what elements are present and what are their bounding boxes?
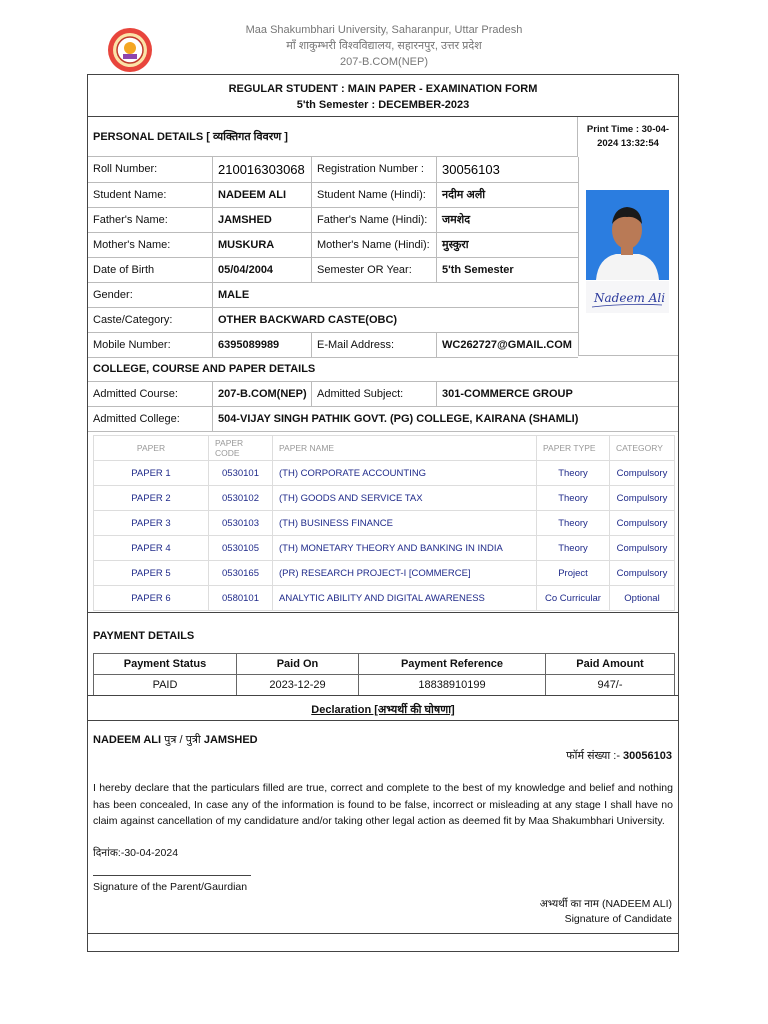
table-row — [94, 511, 675, 536]
semester-label: Semester OR Year: — [312, 258, 437, 282]
category-cell: Optional — [610, 586, 675, 611]
email-label: E-Mail Address: — [312, 333, 437, 357]
paper-name-cell: (TH) CORPORATE ACCOUNTING — [273, 461, 537, 486]
father-name-hindi-value: जमशेद — [442, 214, 471, 226]
payment-details-heading: PAYMENT DETAILS — [93, 630, 195, 642]
signature-text: Nadeem Ali — [594, 291, 666, 305]
paper-type-cell: Theory — [537, 461, 610, 486]
email-value: WC262727@GMAIL.COM — [442, 339, 572, 351]
college-value: 504-VIJAY SINGH PATHIK GOVT. (PG) COLLEGE, KAIRANA (SHAMLI) — [218, 413, 579, 425]
paper-name-cell: ANALYTIC ABILITY AND DIGITAL AWARENESS — [273, 586, 537, 611]
course-code: 207-B.COM(NEP) — [339, 56, 429, 68]
paper-table-header — [94, 436, 675, 461]
college-details-heading: COLLEGE, COURSE AND PAPER DETAILS — [88, 357, 678, 382]
table-row — [94, 461, 675, 486]
mother-name-hindi-label: Mother's Name (Hindi): — [312, 233, 437, 257]
paper-code-cell: 0530165 — [209, 561, 273, 586]
col-paper-code: PAPER CODE — [209, 436, 273, 461]
declaration-title: Declaration [अभ्यर्थी की घोषणा] — [311, 704, 455, 716]
paper-type-cell: Theory — [537, 486, 610, 511]
subject-value: 301-COMMERCE GROUP — [442, 388, 573, 400]
paper-code-cell: 0580101 — [209, 586, 273, 611]
col-paid-amount: Paid Amount — [546, 654, 675, 675]
paper-code-cell: 0530102 — [209, 486, 273, 511]
paper-type-cell: Co Curricular — [537, 586, 610, 611]
mother-name-value: MUSKURA — [213, 233, 312, 257]
dob-label: Date of Birth — [88, 258, 213, 282]
col-payment-status: Payment Status — [94, 654, 237, 675]
table-row — [94, 675, 675, 696]
declaration-father-name: JAMSHED — [203, 734, 258, 746]
candidate-name: अभ्यर्थी का नाम (NADEEM ALI) — [539, 898, 672, 910]
gender-label: Gender: — [88, 283, 213, 307]
university-name-hi: माँ शाकुम्भरी विश्वविद्यालय, सहारनपुर, उत्तर प्रदेश — [286, 40, 482, 52]
paper-cell: PAPER 2 — [94, 486, 209, 511]
examination-form — [87, 74, 679, 952]
paper-cell: PAPER 1 — [94, 461, 209, 486]
paper-code-cell: 0530105 — [209, 536, 273, 561]
student-name-hindi-label: Student Name (Hindi): — [312, 183, 437, 207]
row-father — [88, 208, 578, 233]
father-name-label: Father's Name: — [88, 208, 213, 232]
table-row — [94, 486, 675, 511]
print-time: Print Time : 30-04-2024 13:32:54 — [586, 124, 670, 149]
paid-amount-cell: 947/- — [546, 675, 675, 696]
declaration-date: दिनांक:-30-04-2024 — [93, 847, 179, 859]
category-cell: Compulsory — [610, 561, 675, 586]
row-gender — [88, 283, 578, 308]
declaration-divider — [88, 720, 678, 721]
col-paper-type: PAPER TYPE — [537, 436, 610, 461]
col-paid-on: Paid On — [237, 654, 359, 675]
category-cell: Compulsory — [610, 486, 675, 511]
candidate-signature-label: Signature of Candidate — [564, 913, 672, 925]
declaration-relation: पुत्र / पुत्री — [164, 734, 201, 746]
semester-value: 5'th Semester — [442, 264, 514, 276]
caste-label: Caste/Category: — [88, 308, 213, 332]
payment-divider — [88, 612, 678, 613]
declaration-divider-top — [88, 695, 678, 696]
father-name-hindi-label: Father's Name (Hindi): — [312, 208, 437, 232]
table-row — [94, 586, 675, 611]
paper-code-cell: 0530101 — [209, 461, 273, 486]
paper-cell: PAPER 3 — [94, 511, 209, 536]
roll-value: 210016303068 — [213, 157, 312, 182]
paper-cell: PAPER 4 — [94, 536, 209, 561]
dob-value: 05/04/2004 — [213, 258, 312, 282]
row-mother — [88, 233, 578, 258]
declaration-student-line — [93, 732, 258, 747]
payment-status-cell: PAID — [94, 675, 237, 696]
row-mobile — [88, 333, 578, 358]
category-cell: Compulsory — [610, 511, 675, 536]
form-number-line — [566, 748, 672, 763]
registration-value: 30056103 — [442, 162, 500, 177]
col-payment-reference: Payment Reference — [359, 654, 546, 675]
form-subtitle: 5'th Semester : DECEMBER-2023 — [296, 99, 470, 111]
row-course — [88, 382, 678, 407]
col-paper-name: PAPER NAME — [273, 436, 537, 461]
paper-name-cell: (TH) GOODS AND SERVICE TAX — [273, 486, 537, 511]
university-name-en: Maa Shakumbhari University, Saharanpur, Uttar Pradesh — [245, 24, 523, 36]
category-cell: Compulsory — [610, 536, 675, 561]
course-label: Admitted Course: — [88, 382, 213, 406]
student-signature — [586, 281, 669, 313]
student-name-label: Student Name: — [88, 183, 213, 207]
paper-name-cell: (PR) RESEARCH PROJECT-I [COMMERCE] — [273, 561, 537, 586]
photo-cell — [578, 157, 678, 356]
paper-table — [93, 435, 675, 611]
col-category: CATEGORY — [610, 436, 675, 461]
college-label: Admitted College: — [88, 407, 213, 431]
form-bottom-divider — [88, 933, 678, 934]
paper-name-cell: (TH) BUSINESS FINANCE — [273, 511, 537, 536]
paper-name-cell: (TH) MONETARY THEORY AND BANKING IN INDIA — [273, 536, 537, 561]
paper-cell: PAPER 5 — [94, 561, 209, 586]
caste-value: OTHER BACKWARD CASTE(OBC) — [218, 314, 398, 326]
payment-table — [93, 653, 675, 696]
form-title-block — [88, 75, 678, 117]
course-value: 207-B.COM(NEP) — [213, 382, 312, 406]
paper-cell: PAPER 6 — [94, 586, 209, 611]
form-title: REGULAR STUDENT : MAIN PAPER - EXAMINATION FORM — [228, 83, 538, 95]
paper-type-cell: Project — [537, 561, 610, 586]
form-number-label: फॉर्म संख्या :- — [566, 750, 620, 762]
declaration-text: I hereby declare that the particulars filled are true, correct and complete to the best of my knowledge and belief and nothing has been concealed, In case any of the information is found to be false, incorrect or misleading at any stage I shall have no claim against cancellation of my candidature and/or taking other legal action as deemed fit by Maa Shakumbhari University. — [93, 782, 673, 827]
student-name-hindi-value: नदीम अली — [442, 189, 486, 201]
form-number-value: 30056103 — [623, 750, 672, 762]
col-paper: PAPER — [94, 436, 209, 461]
mobile-label: Mobile Number: — [88, 333, 213, 357]
table-row — [94, 536, 675, 561]
university-header — [0, 22, 768, 70]
mother-name-hindi-value: मुस्कुरा — [442, 239, 469, 251]
row-name — [88, 183, 578, 208]
gender-value: MALE — [218, 289, 250, 301]
subject-label: Admitted Subject: — [312, 382, 437, 406]
parent-signature-label: Signature of the Parent/Gaurdian — [93, 881, 248, 893]
paid-on-cell: 2023-12-29 — [237, 675, 359, 696]
row-roll — [88, 157, 578, 183]
student-name-value: NADEEM ALI — [213, 183, 312, 207]
paper-code-cell: 0530103 — [209, 511, 273, 536]
roll-label: Roll Number: — [88, 157, 213, 182]
father-name-value: JAMSHED — [213, 208, 312, 232]
paper-type-cell: Theory — [537, 536, 610, 561]
row-college — [88, 407, 678, 432]
table-row — [94, 561, 675, 586]
payment-reference-cell: 18838910199 — [359, 675, 546, 696]
registration-label: Registration Number : — [312, 157, 437, 182]
paper-type-cell: Theory — [537, 511, 610, 536]
personal-details-heading: PERSONAL DETAILS [ व्यक्तिगत विवरण ] — [88, 117, 578, 157]
student-photo — [586, 190, 669, 280]
row-dob — [88, 258, 578, 283]
row-caste — [88, 308, 578, 333]
mobile-value: 6395089989 — [213, 333, 312, 357]
parent-signature-line — [93, 875, 251, 876]
mother-name-label: Mother's Name: — [88, 233, 213, 257]
payment-table-header — [94, 654, 675, 675]
declaration-student-name: NADEEM ALI — [93, 734, 162, 746]
category-cell: Compulsory — [610, 461, 675, 486]
